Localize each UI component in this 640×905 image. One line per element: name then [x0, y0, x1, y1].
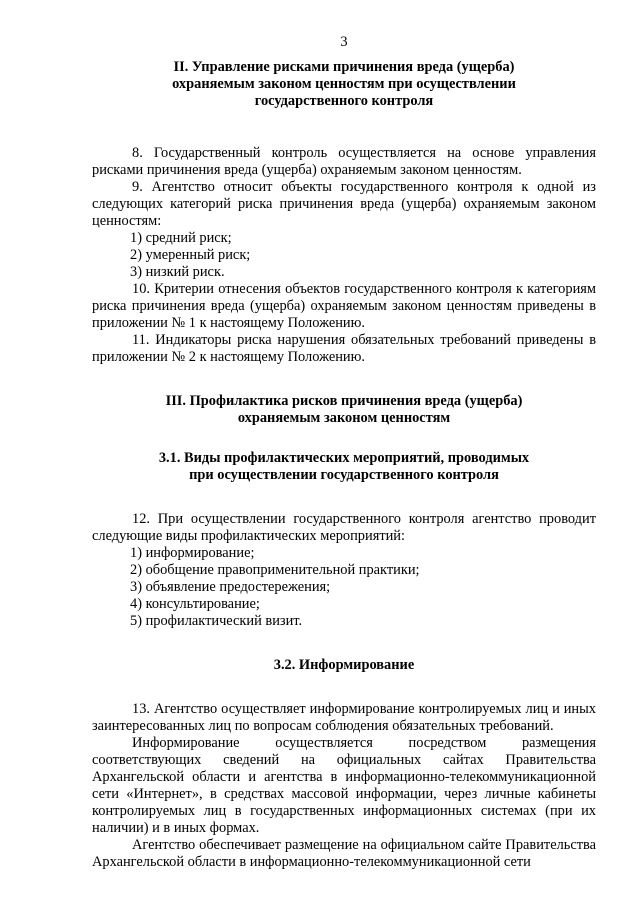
paragraph-12: 12. При осуществлении государственного контроля агентство проводит следующие виды профилактических мероприятий:: [92, 511, 596, 544]
subsection-3-2-heading: 3.2. Информирование: [273, 657, 415, 673]
paragraph-9: 9. Агентство относит объекты государственного контроля к одной из следующих категорий риска причинения вреда (ущерба) охраняемым законом ценностям:: [92, 179, 596, 229]
measure-item: 4) консультирование;: [130, 596, 260, 612]
paragraph-8: 8. Государственный контроль осуществляется на основе управления рисками причинения вреда (ущерба) охраняемым законом ценностям.: [92, 145, 596, 178]
risk-level-item: 3) низкий риск.: [130, 264, 225, 280]
section-3-heading: [92, 393, 596, 427]
subsection-3-1-heading: [92, 450, 596, 484]
risk-level-item: 1) средний риск;: [130, 230, 232, 246]
paragraph-13-site: Агентство обеспечивает размещение на официальном сайте Правительства Архангельской области в информационно-телекоммуникационной сети: [92, 837, 596, 870]
paragraph-13: 13. Агентство осуществляет информирование контролируемых лиц и иных заинтересованных лиц по вопросам соблюдения обязательных требований.: [92, 701, 596, 734]
section-2-heading-line: государственного контроля: [254, 93, 434, 109]
paragraph-11: 11. Индикаторы риска нарушения обязательных требований приведены в приложении № 2 к настоящему Положению.: [92, 332, 596, 365]
paragraph-13-info: Информирование осуществляется посредством размещения соответствующих сведений на официальных сайтах Правительства Архангельской области и агентства в информационно-телекоммуникационной сети «Интернет», в средствах массовой информации, через личные кабинеты контролируемых лиц в государственных информационных системах (при их наличии) и в иных формах.: [92, 735, 596, 836]
subsection-3-1-heading-line: 3.1. Виды профилактических мероприятий, проводимых: [158, 450, 530, 466]
subsection-3-1-heading-line: при осуществлении государственного контроля: [189, 467, 499, 483]
page-number: 3: [340, 34, 348, 50]
section-2-heading-line: охраняемым законом ценностям при осуществлении: [172, 76, 516, 92]
section-3-heading-line: охраняемым законом ценностям: [237, 410, 451, 426]
section-2-heading: [92, 59, 596, 110]
measure-item: 3) объявление предостережения;: [130, 579, 331, 595]
section-2-heading-line: II. Управление рисками причинения вреда (ущерба): [173, 59, 515, 75]
risk-level-item: 2) умеренный риск;: [130, 247, 251, 263]
section-3-heading-line: III. Профилактика рисков причинения вреда (ущерба): [165, 393, 523, 409]
measure-item: 1) информирование;: [130, 545, 255, 561]
measure-item: 2) обобщение правоприменительной практики;: [130, 562, 420, 578]
paragraph-10: 10. Критерии отнесения объектов государственного контроля к категориям риска причинения вреда (ущерба) охраняемым законом ценностям приведены в приложении № 1 к настоящему Положению.: [92, 281, 596, 331]
measure-item: 5) профилактический визит.: [130, 613, 303, 629]
